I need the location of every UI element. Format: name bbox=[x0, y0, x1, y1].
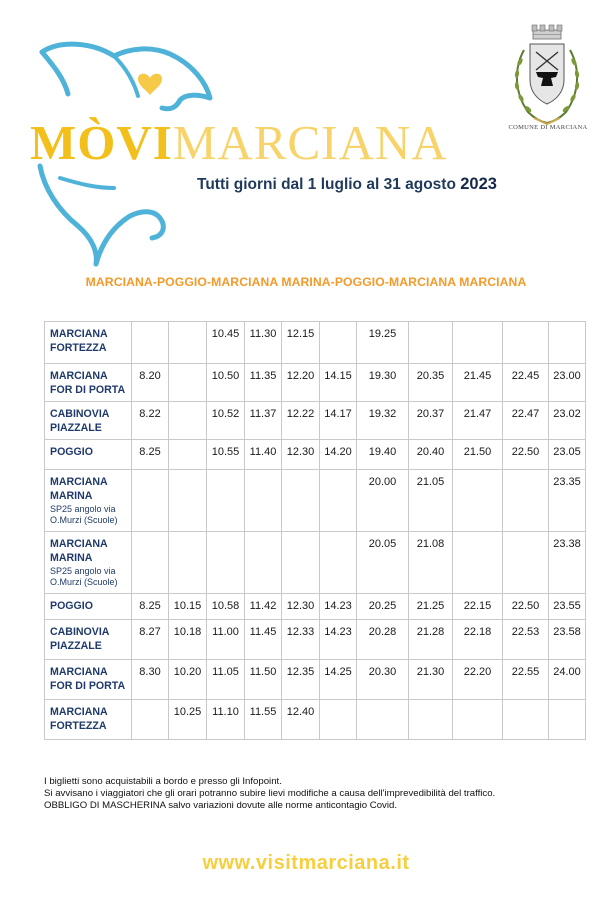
departure-time-cell: 8.27 bbox=[132, 620, 169, 660]
stop-name-cell bbox=[45, 322, 132, 364]
departure-time-cell bbox=[503, 700, 549, 740]
departure-time-cell: 8.25 bbox=[132, 594, 169, 620]
departure-time-cell: 21.25 bbox=[409, 594, 453, 620]
brand-marciana: MARCIANA bbox=[172, 115, 448, 170]
dates-text: Tutti giorni dal 1 luglio al 31 agosto bbox=[197, 176, 456, 193]
departure-time-cell bbox=[132, 322, 169, 364]
departure-time-cell: 12.40 bbox=[282, 700, 320, 740]
departure-time-cell: 21.50 bbox=[453, 440, 503, 470]
departure-time-cell: 10.20 bbox=[169, 660, 207, 700]
departure-time-cell bbox=[169, 440, 207, 470]
departure-time-cell: 23.38 bbox=[549, 532, 586, 594]
stop-name-cell bbox=[45, 660, 132, 700]
departure-time-cell bbox=[409, 700, 453, 740]
departure-time-cell: 22.47 bbox=[503, 402, 549, 440]
departure-time-cell: 21.30 bbox=[409, 660, 453, 700]
departure-time-cell: 11.37 bbox=[245, 402, 282, 440]
departure-time-cell: 21.28 bbox=[409, 620, 453, 660]
departure-time-cell bbox=[409, 322, 453, 364]
departure-time-cell: 23.58 bbox=[549, 620, 586, 660]
departure-time-cell: 11.05 bbox=[207, 660, 245, 700]
departure-time-cell: 23.55 bbox=[549, 594, 586, 620]
stop-name: MARCIANA FORTEZZA bbox=[50, 328, 108, 354]
stop-name: MARCIANA MARINA bbox=[50, 538, 108, 564]
departure-time-cell: 10.52 bbox=[207, 402, 245, 440]
departure-time-cell: 12.20 bbox=[282, 364, 320, 402]
departure-time-cell bbox=[132, 532, 169, 594]
departure-time-cell bbox=[503, 532, 549, 594]
departure-time-cell: 14.17 bbox=[320, 402, 357, 440]
departure-time-cell bbox=[320, 322, 357, 364]
departure-time-cell bbox=[132, 470, 169, 532]
departure-time-cell: 11.40 bbox=[245, 440, 282, 470]
stop-name-cell bbox=[45, 532, 132, 594]
departure-time-cell: 19.32 bbox=[357, 402, 409, 440]
table-row bbox=[45, 660, 586, 700]
departure-time-cell: 10.15 bbox=[169, 594, 207, 620]
departure-time-cell: 10.50 bbox=[207, 364, 245, 402]
table-row bbox=[45, 322, 586, 364]
stop-location-detail: SP25 angolo via O.Murzi (Scuole) bbox=[50, 503, 118, 525]
table-row bbox=[45, 700, 586, 740]
stop-location-detail: SP25 angolo via O.Murzi (Scuole) bbox=[50, 565, 118, 587]
notes bbox=[44, 776, 495, 813]
departure-time-cell bbox=[453, 532, 503, 594]
departure-time-cell bbox=[320, 470, 357, 532]
note-mask: OBBLIGO DI MASCHERINA salvo variazioni dovute alle norme anticontagio Covid. bbox=[44, 800, 397, 812]
departure-time-cell: 14.20 bbox=[320, 440, 357, 470]
departure-time-cell: 20.37 bbox=[409, 402, 453, 440]
departure-time-cell bbox=[169, 470, 207, 532]
departure-time-cell: 21.47 bbox=[453, 402, 503, 440]
service-dates bbox=[197, 175, 497, 194]
stop-name: MARCIANA FORTEZZA bbox=[50, 706, 108, 732]
departure-time-cell: 23.05 bbox=[549, 440, 586, 470]
departure-time-cell bbox=[453, 700, 503, 740]
departure-time-cell: 22.55 bbox=[503, 660, 549, 700]
departure-time-cell: 20.25 bbox=[357, 594, 409, 620]
departure-time-cell: 22.18 bbox=[453, 620, 503, 660]
departure-time-cell: 12.35 bbox=[282, 660, 320, 700]
stop-name-cell bbox=[45, 620, 132, 660]
departure-time-cell: 10.58 bbox=[207, 594, 245, 620]
departure-time-cell bbox=[169, 402, 207, 440]
table-row bbox=[45, 402, 586, 440]
departure-time-cell: 24.00 bbox=[549, 660, 586, 700]
departure-time-cell bbox=[245, 532, 282, 594]
departure-time-cell: 8.20 bbox=[132, 364, 169, 402]
departure-time-cell: 8.30 bbox=[132, 660, 169, 700]
departure-time-cell: 10.18 bbox=[169, 620, 207, 660]
departure-time-cell: 10.25 bbox=[169, 700, 207, 740]
departure-time-cell bbox=[282, 470, 320, 532]
departure-time-cell: 11.42 bbox=[245, 594, 282, 620]
departure-time-cell: 10.45 bbox=[207, 322, 245, 364]
departure-time-cell: 11.30 bbox=[245, 322, 282, 364]
departure-time-cell bbox=[320, 532, 357, 594]
departure-time-cell bbox=[453, 470, 503, 532]
departure-time-cell bbox=[503, 322, 549, 364]
departure-time-cell: 22.53 bbox=[503, 620, 549, 660]
stop-name: CABINOVIA PIAZZALE bbox=[50, 408, 110, 434]
departure-time-cell bbox=[169, 364, 207, 402]
departure-time-cell bbox=[320, 700, 357, 740]
stop-name-cell bbox=[45, 594, 132, 620]
departure-time-cell: 23.35 bbox=[549, 470, 586, 532]
departure-time-cell bbox=[549, 322, 586, 364]
departure-time-cell: 22.15 bbox=[453, 594, 503, 620]
departure-time-cell: 14.25 bbox=[320, 660, 357, 700]
departure-time-cell bbox=[357, 700, 409, 740]
departure-time-cell bbox=[132, 700, 169, 740]
departure-time-cell bbox=[207, 470, 245, 532]
stop-name: MARCIANA FOR DI PORTA bbox=[50, 370, 126, 396]
brand-movi: MÒVI bbox=[30, 115, 173, 170]
departure-time-cell: 23.00 bbox=[549, 364, 586, 402]
departure-time-cell: 14.23 bbox=[320, 594, 357, 620]
table-row bbox=[45, 364, 586, 402]
departure-time-cell: 22.45 bbox=[503, 364, 549, 402]
departure-time-cell: 20.30 bbox=[357, 660, 409, 700]
departure-time-cell: 22.20 bbox=[453, 660, 503, 700]
departure-time-cell: 22.50 bbox=[503, 440, 549, 470]
stop-name: CABINOVIA PIAZZALE bbox=[50, 626, 110, 652]
departure-time-cell: 12.30 bbox=[282, 440, 320, 470]
departure-time-cell: 23.02 bbox=[549, 402, 586, 440]
website-link[interactable]: www.visitmarciana.it bbox=[202, 852, 410, 874]
departure-time-cell: 11.45 bbox=[245, 620, 282, 660]
route-title: MARCIANA-POGGIO-MARCIANA MARINA-POGGIO-MARCIANA MARCIANA bbox=[85, 275, 527, 289]
table-row bbox=[45, 532, 586, 594]
departure-time-cell bbox=[169, 322, 207, 364]
stop-name: MARCIANA FOR DI PORTA bbox=[50, 666, 126, 692]
departure-time-cell: 11.50 bbox=[245, 660, 282, 700]
departure-time-cell: 12.30 bbox=[282, 594, 320, 620]
departure-time-cell: 8.22 bbox=[132, 402, 169, 440]
departure-time-cell: 14.15 bbox=[320, 364, 357, 402]
note-tickets: I biglietti sono acquistabili a bordo e presso gli Infopoint. bbox=[44, 776, 282, 787]
stop-name-cell bbox=[45, 440, 132, 470]
departure-time-cell: 19.30 bbox=[357, 364, 409, 402]
departure-time-cell: 20.00 bbox=[357, 470, 409, 532]
departure-time-cell: 11.00 bbox=[207, 620, 245, 660]
dates-year: 2023 bbox=[460, 175, 497, 193]
departure-time-cell: 11.35 bbox=[245, 364, 282, 402]
departure-time-cell: 12.22 bbox=[282, 402, 320, 440]
departure-time-cell: 8.25 bbox=[132, 440, 169, 470]
municipal-crest-icon bbox=[506, 22, 588, 132]
table-row bbox=[45, 594, 586, 620]
stop-name: MARCIANA MARINA bbox=[50, 476, 108, 502]
departure-time-cell: 22.50 bbox=[503, 594, 549, 620]
note-traffic: Si avvisano i viaggiatori che gli orari potranno subire lievi modifiche a causa dell'imprevedibilità del traffico. bbox=[44, 788, 496, 800]
departure-time-cell: 11.55 bbox=[245, 700, 282, 740]
departure-time-cell bbox=[503, 470, 549, 532]
stop-name: POGGIO bbox=[50, 600, 93, 612]
departure-time-cell: 11.10 bbox=[207, 700, 245, 740]
departure-time-cell: 21.05 bbox=[409, 470, 453, 532]
stop-name-cell bbox=[45, 364, 132, 402]
departure-time-cell: 20.28 bbox=[357, 620, 409, 660]
departure-time-cell: 20.05 bbox=[357, 532, 409, 594]
departure-time-cell: 10.55 bbox=[207, 440, 245, 470]
departure-time-cell bbox=[207, 532, 245, 594]
timetable bbox=[44, 321, 586, 740]
crest-caption: COMUNE DI MARCIANA bbox=[508, 124, 588, 131]
departure-time-cell: 20.35 bbox=[409, 364, 453, 402]
departure-time-cell: 20.40 bbox=[409, 440, 453, 470]
departure-time-cell: 12.33 bbox=[282, 620, 320, 660]
departure-time-cell bbox=[245, 470, 282, 532]
table-row bbox=[45, 470, 586, 532]
table-row bbox=[45, 440, 586, 470]
departure-time-cell: 19.40 bbox=[357, 440, 409, 470]
departure-time-cell bbox=[453, 322, 503, 364]
timetable-body bbox=[45, 322, 586, 740]
departure-time-cell: 14.23 bbox=[320, 620, 357, 660]
departure-time-cell: 12.15 bbox=[282, 322, 320, 364]
stop-name-cell bbox=[45, 470, 132, 532]
table-row bbox=[45, 620, 586, 660]
brand-wordmark bbox=[30, 115, 448, 170]
departure-time-cell bbox=[282, 532, 320, 594]
departure-time-cell bbox=[549, 700, 586, 740]
stop-name-cell bbox=[45, 700, 132, 740]
departure-time-cell: 19.25 bbox=[357, 322, 409, 364]
departure-time-cell: 21.45 bbox=[453, 364, 503, 402]
stop-name-cell bbox=[45, 402, 132, 440]
departure-time-cell bbox=[169, 532, 207, 594]
departure-time-cell: 21.08 bbox=[409, 532, 453, 594]
stop-name: POGGIO bbox=[50, 446, 93, 458]
